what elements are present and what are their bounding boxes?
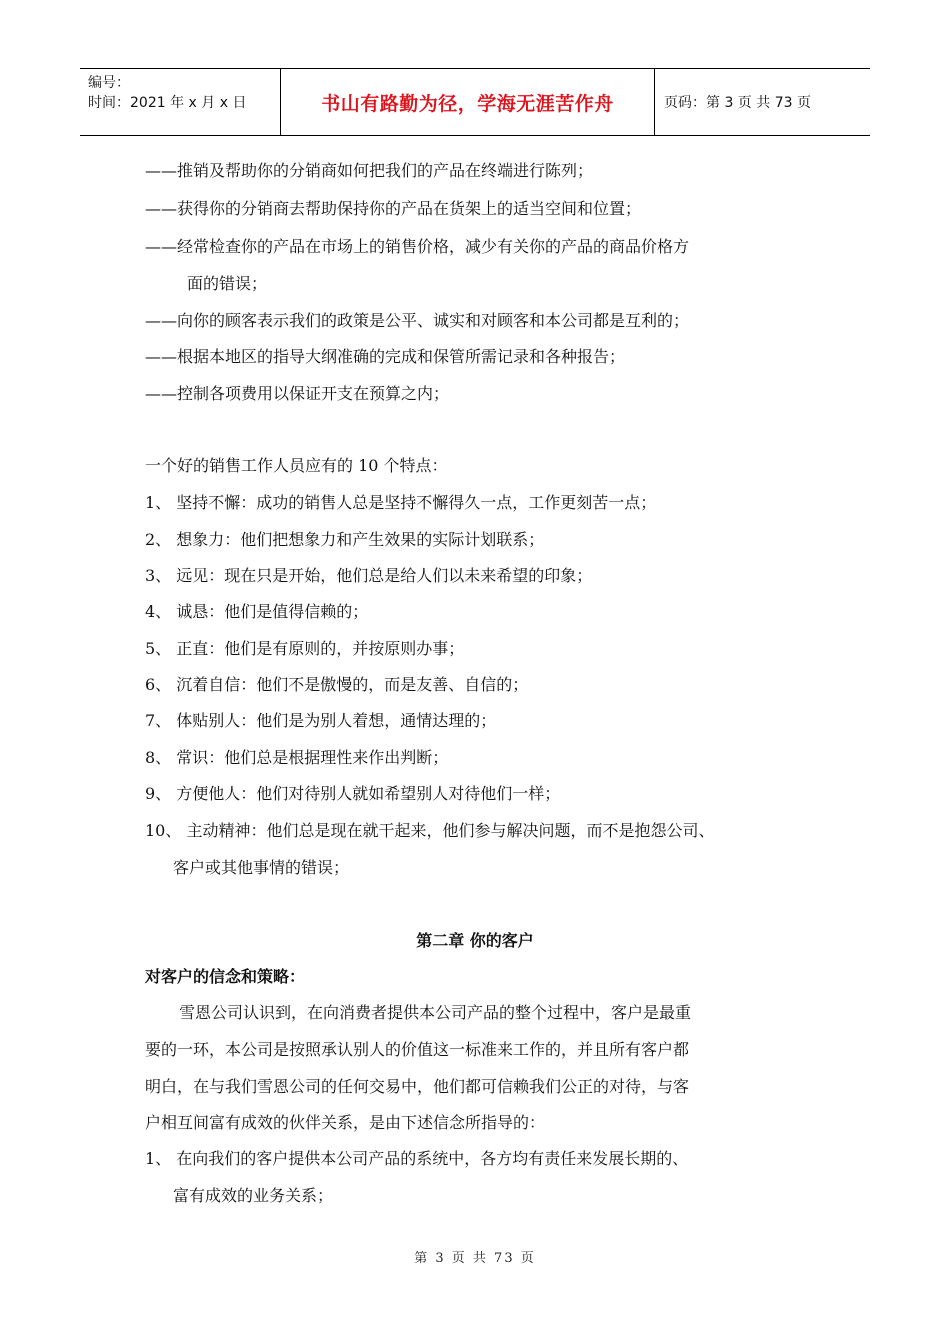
duty-item: ——向你的顾客表示我们的政策是公平、诚实和对顾客和本公司都是互利的； — [145, 311, 690, 330]
duty-item: ——经常检查你的产品在市场上的销售价格，减少有关你的产品的商品价格方 — [145, 237, 690, 256]
duty-item: ——控制各项费用以保证开支在预算之内； — [145, 384, 450, 403]
page-header — [80, 68, 870, 136]
chapter-title: 第二章 你的客户 — [416, 931, 534, 950]
duty-item: ——推销及帮助你的分销商如何把我们的产品在终端进行陈列； — [145, 161, 594, 180]
trait-item: 1、 坚持不懈：成功的销售人总是坚持不懈得久一点，工作更刻苦一点； — [145, 493, 657, 512]
trait-item: 5、 正直：他们是有原则的，并按原则办事； — [145, 639, 465, 658]
header-motto: 书山有路勤为径，学海无涯苦作舟 — [281, 69, 655, 135]
section-title: 对客户的信念和策略： — [145, 967, 306, 986]
header-meta — [80, 69, 281, 135]
trait-item: 3、 远见：现在只是开始，他们总是给人们以未来希望的印象； — [145, 566, 593, 585]
paragraph-line: 户相互间富有成效的伙伴关系，是由下述信念所指导的： — [145, 1113, 546, 1132]
trait-item: 7、 体贴别人：他们是为别人着想，通情达理的； — [145, 711, 497, 730]
trait-item: 9、 方便他人：他们对待别人就如希望别人对待他们一样； — [145, 784, 561, 803]
traits-intro: 一个好的销售工作人员应有的 10 个特点： — [145, 456, 448, 475]
duty-item: ——根据本地区的指导大纲准确的完成和保管所需记录和各种报告； — [145, 347, 626, 366]
belief-item: 1、 在向我们的客户提供本公司产品的系统中，各方均有责任来发展长期的、 — [145, 1149, 689, 1168]
trait-item: 2、 想象力：他们把想象力和产生效果的实际计划联系； — [145, 530, 545, 549]
duty-item: ——获得你的分销商去帮助保持你的产品在货架上的适当空间和位置； — [145, 199, 642, 218]
header-number-label: 编号： — [88, 75, 130, 91]
page-footer: 第 3 页 共 73 页 — [414, 1251, 536, 1266]
header-date-label: 时间：2021 年 x 月 x 日 — [88, 95, 247, 111]
paragraph-line: 雪恩公司认识到，在向消费者提供本公司产品的整个过程中，客户是最重 — [179, 1003, 692, 1022]
header-page-info: 页码：第 3 页 共 73 页 — [664, 95, 811, 111]
trait-item-continuation: 客户或其他事情的错误； — [173, 858, 350, 877]
trait-item: 10、 主动精神：他们总是现在就干起来，他们参与解决问题，而不是抱怨公司、 — [145, 821, 715, 840]
paragraph-line: 要的一环，本公司是按照承认别人的价值这一标准来工作的，并且所有客户都 — [145, 1040, 690, 1059]
trait-item: 4、 诚恳：他们是值得信赖的； — [145, 602, 369, 621]
trait-item: 6、 沉着自信：他们不是傲慢的，而是友善、自信的； — [145, 675, 529, 694]
belief-item-continuation: 富有成效的业务关系； — [173, 1186, 334, 1205]
paragraph-line: 明白，在与我们雪恩公司的任何交易中，他们都可信赖我们公正的对待，与客 — [145, 1077, 690, 1096]
trait-item: 8、 常识：他们总是根据理性来作出判断； — [145, 748, 449, 767]
duty-item-continuation: 面的错误； — [187, 274, 268, 293]
